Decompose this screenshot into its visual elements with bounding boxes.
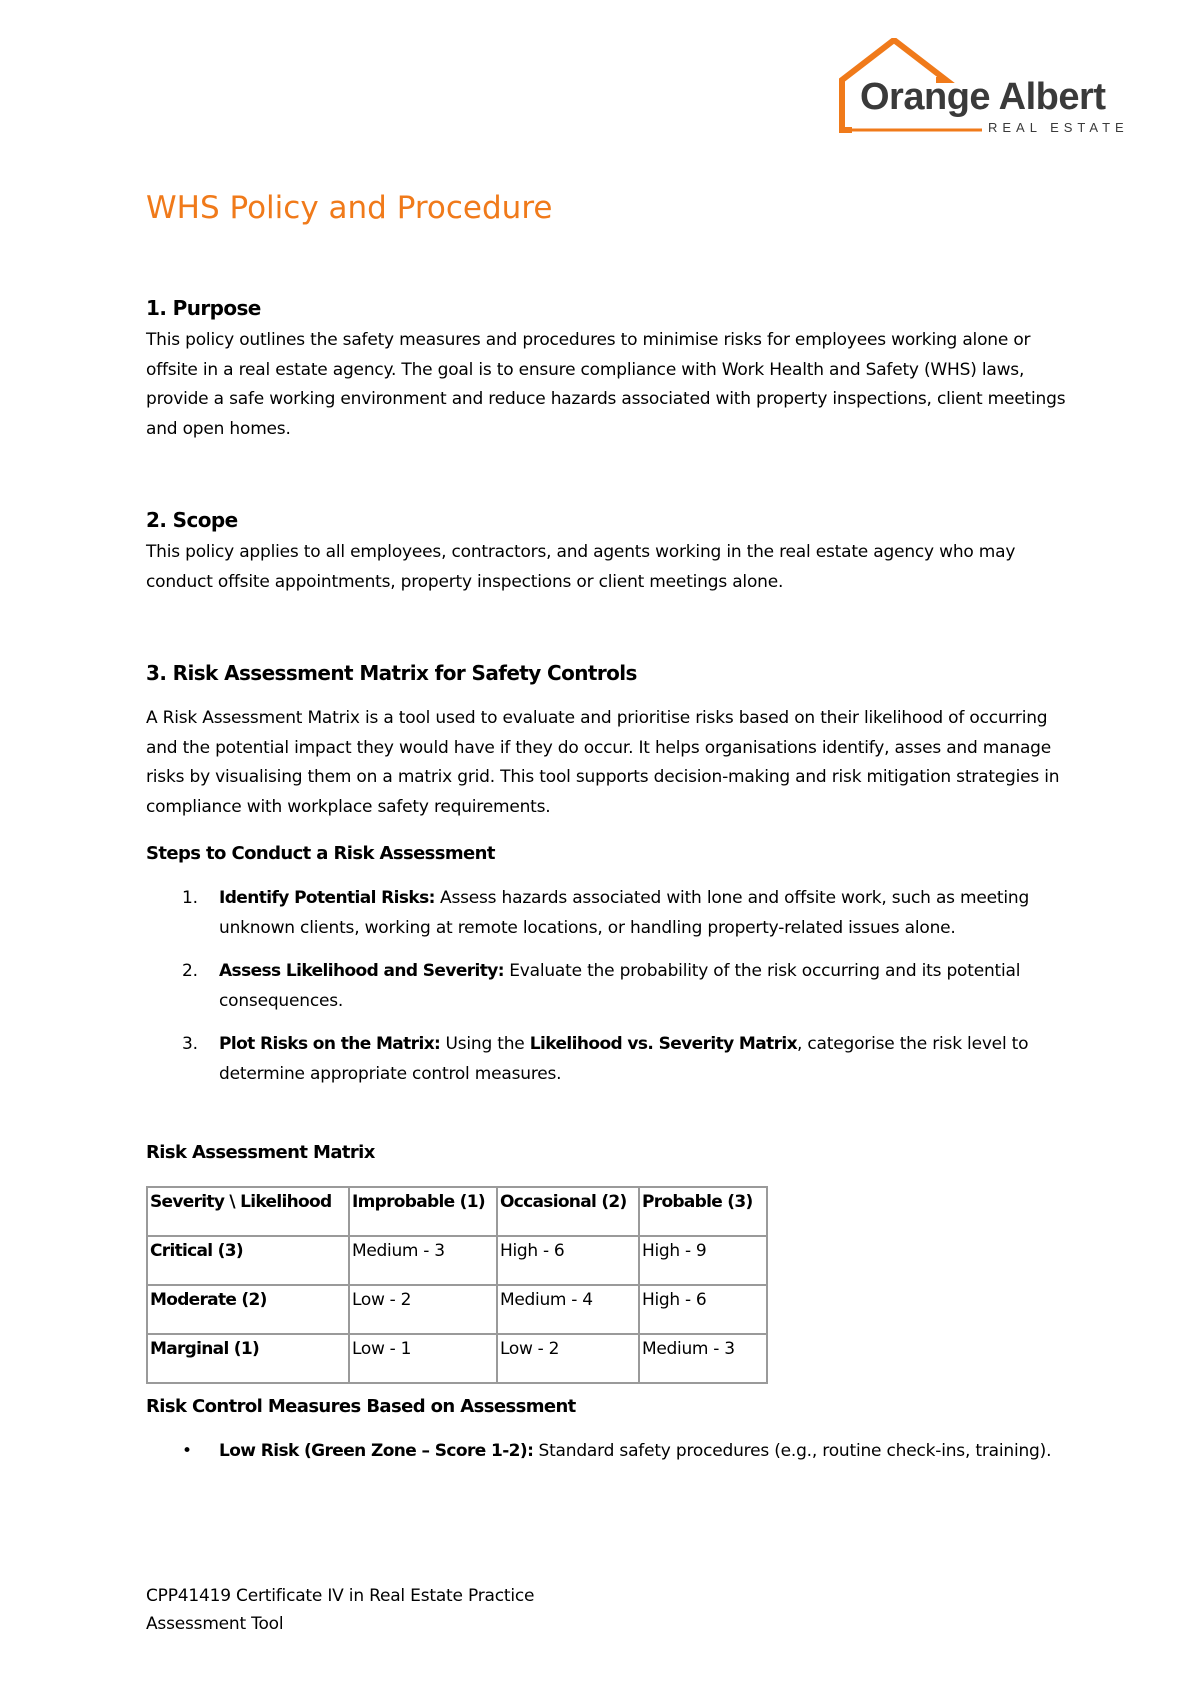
step-text: Assess hazards associated with lone and offsite work, such as meeting unknown clients, working at remote locations, or handling property-related issues alone. [219, 888, 1030, 938]
controls-list [146, 1437, 1076, 1467]
step-label: Identify Potential Risks: [219, 888, 435, 908]
step-text: , categorise the risk level to determine appropriate control measures. [219, 1034, 1029, 1084]
step-label-matrix: Likelihood vs. Severity Matrix [529, 1034, 797, 1054]
step-item-1 [146, 884, 1076, 943]
step-item-2 [146, 957, 1076, 1016]
footer-line-2: Assessment Tool [146, 1614, 284, 1634]
step-item-3 [146, 1030, 1076, 1089]
footer-line-1: CPP41419 Certificate IV in Real Estate Practice [146, 1586, 535, 1606]
step-label: Assess Likelihood and Severity: [219, 961, 504, 981]
table-cell: High - 6 [639, 1285, 767, 1334]
table-cell: High - 6 [497, 1236, 639, 1285]
step-number: 2. [182, 961, 198, 981]
table-cell: Low - 1 [349, 1334, 497, 1383]
logo-tagline: REAL ESTATE [988, 120, 1129, 135]
table-header-row [147, 1187, 767, 1236]
bullet-icon: • [182, 1441, 192, 1461]
step-text: Evaluate the probability of the risk occurring and its potential consequences. [219, 961, 1021, 1011]
control-heading: Risk Control Measures Based on Assessment [146, 1396, 576, 1417]
table-cell: Medium - 3 [349, 1236, 497, 1285]
step-number: 3. [182, 1034, 198, 1054]
company-logo [832, 38, 1132, 138]
table-row [147, 1334, 767, 1383]
table-row-header: Moderate (2) [147, 1285, 349, 1334]
control-text: Standard safety procedures (e.g., routine check-ins, training). [533, 1441, 1052, 1461]
step-text-before: Using the [440, 1034, 530, 1054]
table-cell: High - 9 [639, 1236, 767, 1285]
risk-intro: A Risk Assessment Matrix is a tool used to evaluate and prioritise risks based on their likelihood of occurring and the potential impact they would have if they do occur. It helps organisations identify, asses and manage risks by visualising them on a matrix grid. This tool supports decision-making and risk mitigation strategies in compliance with workplace safety requirements. [146, 708, 1060, 817]
scope-heading: 2. Scope [146, 508, 238, 532]
control-label: Low Risk (Green Zone – Score 1-2): [219, 1441, 534, 1461]
table-cell: Medium - 4 [497, 1285, 639, 1334]
table-row [147, 1285, 767, 1334]
table-header-cell: Occasional (2) [497, 1187, 639, 1236]
matrix-heading: Risk Assessment Matrix [146, 1142, 375, 1163]
table-header-cell: Improbable (1) [349, 1187, 497, 1236]
table-cell: Low - 2 [497, 1334, 639, 1383]
purpose-heading: 1. Purpose [146, 296, 261, 320]
scope-text: This policy applies to all employees, contractors, and agents working in the real estate agency who may conduct offsite appointments, property inspections or client meetings alone. [146, 542, 1016, 592]
page-footer [146, 1582, 534, 1638]
control-item-1 [146, 1437, 1076, 1467]
document-title: WHS Policy and Procedure [146, 190, 553, 226]
steps-list [146, 884, 1076, 1089]
risk-heading: 3. Risk Assessment Matrix for Safety Controls [146, 661, 637, 685]
table-row-header: Critical (3) [147, 1236, 349, 1285]
logo-name: Orange Albert [860, 76, 1106, 118]
risk-matrix-table [146, 1186, 768, 1384]
table-row-header: Marginal (1) [147, 1334, 349, 1383]
table-row [147, 1236, 767, 1285]
steps-heading: Steps to Conduct a Risk Assessment [146, 843, 495, 864]
table-header-cell: Severity \ Likelihood [147, 1187, 349, 1236]
step-label: Plot Risks on the Matrix: [219, 1034, 441, 1054]
purpose-text: This policy outlines the safety measures and procedures to minimise risks for employees working alone or offsite in a real estate agency. The goal is to ensure compliance with Work Health and Safety (WHS) laws, provide a safe working environment and reduce hazards associated with property inspections, client meetings and open homes. [146, 330, 1066, 439]
table-cell: Medium - 3 [639, 1334, 767, 1383]
table-header-cell: Probable (3) [639, 1187, 767, 1236]
table-cell: Low - 2 [349, 1285, 497, 1334]
step-number: 1. [182, 888, 198, 908]
